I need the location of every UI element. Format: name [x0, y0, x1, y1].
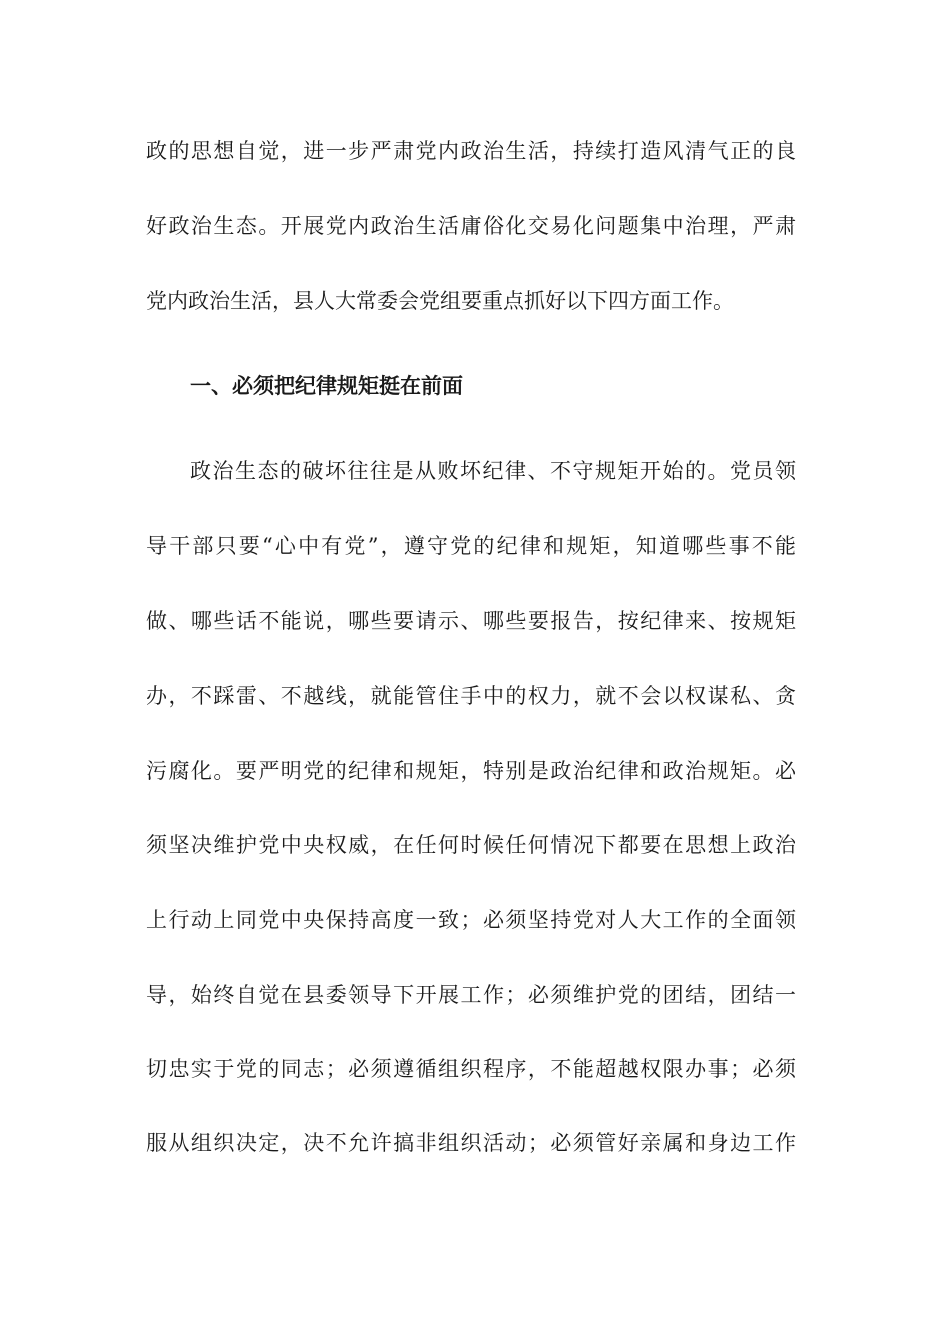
- body-line-6: 须坚决维护党中央权威，在任何时候任何情况下都要在思想上政治: [146, 833, 796, 857]
- body-line-4: 办，不踩雷、不越线，就能管住手中的权力，就不会以权谋私、贪: [146, 684, 796, 708]
- body-line-1: 政治生态的破坏往往是从败坏纪律、不守规矩开始的。党员领: [190, 459, 796, 483]
- body-line-3: 做、哪些话不能说，哪些要请示、哪些要报告，按纪律来、按规矩: [146, 609, 796, 633]
- body-line-9: 切忠实于党的同志；必须遵循组织程序，不能超越权限办事；必须: [146, 1057, 796, 1081]
- body-line-2: 导干部只要“心中有党”，遵守党的纪律和规矩，知道哪些事不能: [146, 534, 796, 558]
- intro-line-1: 政的思想自觉，进一步严肃党内政治生活，持续打造风清气正的良: [146, 139, 796, 163]
- body-line-8: 导，始终自觉在县委领导下开展工作；必须维护党的团结，团结一: [146, 983, 796, 1007]
- body-line-7: 上行动上同党中央保持高度一致；必须坚持党对人大工作的全面领: [146, 908, 796, 932]
- intro-line-3: 党内政治生活，县人大常委会党组要重点抓好以下四方面工作。: [146, 289, 734, 313]
- intro-line-2: 好政治生态。开展党内政治生活庸俗化交易化问题集中治理，严肃: [146, 214, 796, 238]
- section-heading: 一、必须把纪律规矩挺在前面: [190, 374, 463, 398]
- body-line-10: 服从组织决定，决不允许搞非组织活动；必须管好亲属和身边工作: [146, 1131, 796, 1155]
- body-line-5: 污腐化。要严明党的纪律和规矩，特别是政治纪律和政治规矩。必: [146, 759, 796, 783]
